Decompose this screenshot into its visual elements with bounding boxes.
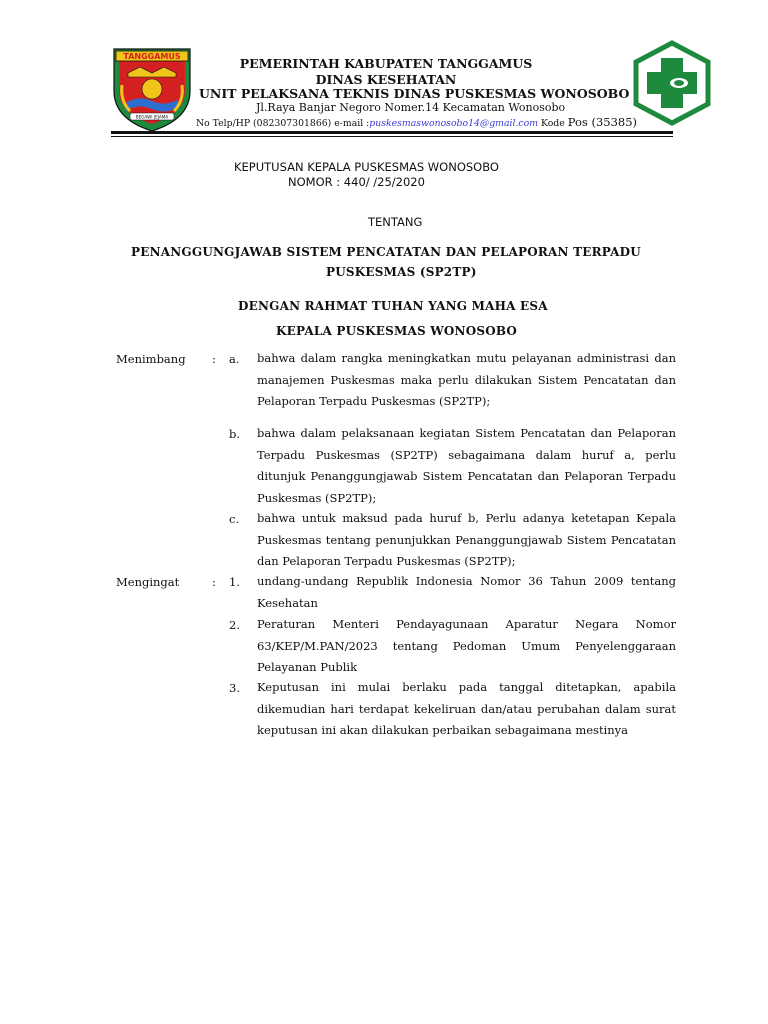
menimbang-marker-a: a. xyxy=(229,352,240,366)
mengingat-item-2: Peraturan Menteri Pendayagunaan Aparatur Negara Nomor 63/KEP/M.PAN/2023 tentang Pedoman Umum Penyelenggaraan Pelayanan Publik xyxy=(257,617,676,674)
letterhead-address: Jl.Raya Banjar Negoro Nomer.14 Kecamatan Wonosobo xyxy=(256,101,566,114)
mengingat-marker-3: 3. xyxy=(229,681,240,695)
mengingat-marker-1: 1. xyxy=(229,575,240,589)
decree-number: NOMOR : 440/ /25/2020 xyxy=(288,175,425,189)
mengingat-marker-2: 2. xyxy=(229,618,240,632)
letterhead-department: DINAS KESEHATAN xyxy=(315,72,457,87)
menimbang-item-c: bahwa untuk maksud pada huruf b, Perlu adanya ketetapan Kepala Puskesmas tentang penunjukkan Penanggungjawab Sistem Pencatatan dan Pelaporan Terpadu Puskesmas (SP2TP); xyxy=(257,511,676,568)
letterhead-rule-thin xyxy=(111,136,673,137)
menimbang-marker-b: b. xyxy=(229,427,241,441)
decree-subject-line2: PUSKESMAS (SP2TP) xyxy=(326,265,477,279)
letterhead-rule-thick xyxy=(111,131,673,134)
emblem-title: TANGGAMUS xyxy=(123,52,181,61)
decree-blessing: DENGAN RAHMAT TUHAN YANG MAHA ESA xyxy=(238,299,548,313)
decree-about: TENTANG xyxy=(368,215,423,229)
menimbang-item-b: bahwa dalam pelaksanaan kegiatan Sistem Pencatatan dan Pelaporan Terpadu Puskesmas (SP2TP) sebagaimana dalam huruf a, perlu ditunjuk Penanggungjawab Sistem Pencatatan dan Pelaporan Terpadu Puskesmas (SP2TP); xyxy=(257,426,676,505)
letterhead-unit: UNIT PELAKSANA TEKNIS DINAS PUSKESMAS WONOSOBO xyxy=(199,86,630,101)
emblem-motto: BEGAWI JEJAMA xyxy=(135,114,169,120)
contact-email-link[interactable]: puskesmaswonosobo14@gmail.com xyxy=(369,118,539,129)
menimbang-label: Menimbang xyxy=(116,352,186,366)
contact-phone: No Telp/HP (082307301866) e-mail : xyxy=(196,118,370,129)
decree-issuer: KEPALA PUSKESMAS WONOSOBO xyxy=(276,324,518,338)
letterhead-contact xyxy=(196,115,637,129)
menimbang-colon: : xyxy=(212,352,216,366)
postal-code: Pos (35385) xyxy=(567,115,638,129)
mengingat-item-3: Keputusan ini mulai berlaku pada tanggal ditetapkan, apabila dikemudian hari terdapat kekeliruan dan/atau perubahan dalam surat keputusan ini akan dilakukan perbaikan sebagaimana mestinya xyxy=(257,680,676,737)
kode-label: Kode xyxy=(538,118,568,129)
mengingat-colon: : xyxy=(212,575,216,589)
letterhead-government: PEMERINTAH KABUPATEN TANGGAMUS xyxy=(239,56,533,71)
menimbang-item-a: bahwa dalam rangka meningkatkan mutu pelayanan administrasi dan manajemen Puskesmas maka perlu dilakukan Sistem Pencatatan dan Pelaporan Terpadu Puskesmas (SP2TP); xyxy=(257,351,676,408)
decree-title: KEPUTUSAN KEPALA PUSKESMAS WONOSOBO xyxy=(234,160,499,174)
decree-subject-line1: PENANGGUNGJAWAB SISTEM PENCATATAN DAN PELAPORAN TERPADU xyxy=(131,245,641,259)
mengingat-item-1: undang-undang Republik Indonesia Nomor 36 Tahun 2009 tentang Kesehatan xyxy=(257,574,676,610)
mengingat-label: Mengingat xyxy=(116,575,180,589)
menimbang-marker-c: c. xyxy=(229,512,240,526)
